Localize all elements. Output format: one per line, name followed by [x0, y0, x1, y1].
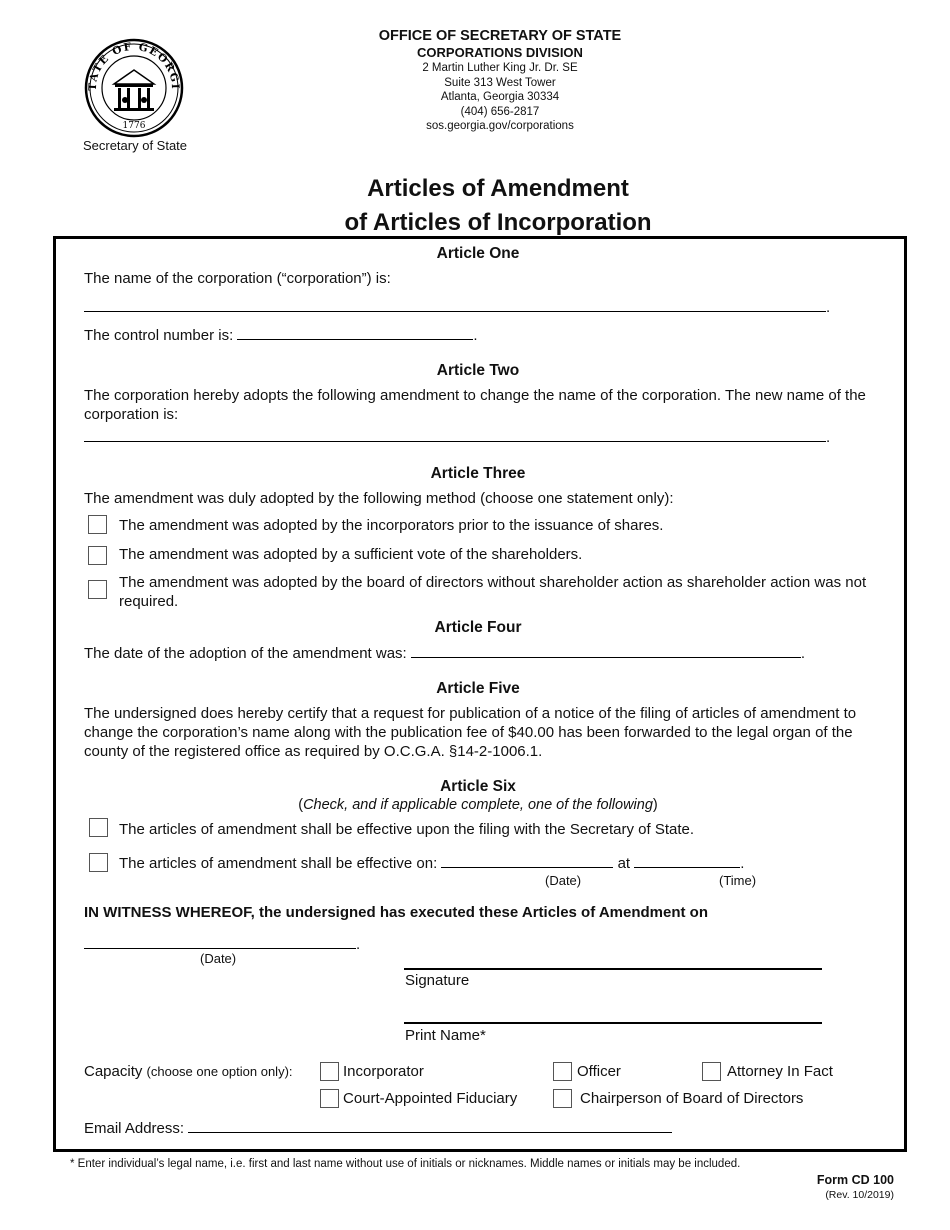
method-intro: The amendment was duly adopted by the following method (choose one statement only):: [84, 490, 674, 507]
office-phone: (404) 656-2817: [460, 105, 540, 118]
method-checkbox-1[interactable]: [88, 515, 107, 534]
office-name: OFFICE OF SECRETARY OF STATE: [378, 28, 622, 44]
form-revision: (Rev. 10/2019): [825, 1189, 894, 1201]
new-name-text: The corporation hereby adopts the following amendment to change the name of the corporation. The new name of the corporation is:: [84, 387, 866, 423]
new-name-field[interactable]: .: [84, 427, 830, 447]
effective-on-date-checkbox[interactable]: [89, 853, 108, 872]
effective-on-filing-checkbox[interactable]: [89, 818, 108, 837]
article-six-heading: Article Six: [440, 778, 516, 795]
division-name: CORPORATIONS DIVISION: [417, 45, 583, 60]
legal-name-footnote: * Enter individual’s legal name, i.e. first and last name without use of initials or nicknames. Middle names or initials may be included.: [70, 1158, 741, 1170]
office-website: sos.georgia.gov/corporations: [426, 120, 574, 133]
control-number-prompt: The control number is:: [84, 327, 234, 344]
capacity-checkbox-incorporator[interactable]: [320, 1062, 339, 1081]
capacity-checkbox-attorney[interactable]: [702, 1062, 721, 1081]
adoption-date-row: The date of the adoption of the amendment was: .: [84, 645, 806, 662]
article-six-instruction: (Check, and if applicable complete, one of the following): [298, 797, 658, 813]
method-option-2: The amendment was adopted by a sufficient vote of the shareholders.: [119, 546, 583, 563]
capacity-option-officer: Officer: [577, 1063, 621, 1080]
control-number-row: The control number is: .: [84, 327, 478, 344]
capacity-label-row: [84, 1062, 293, 1081]
method-checkbox-2[interactable]: [88, 546, 107, 565]
signature-label: Signature: [405, 972, 470, 989]
address-line-2: Suite 313 West Tower: [444, 76, 556, 89]
adoption-date-field[interactable]: [411, 643, 801, 658]
capacity-option-attorney: Attorney In Fact: [727, 1063, 833, 1080]
effective-on-date-option: The articles of amendment shall be effective on:: [119, 855, 438, 872]
witness-date-label: (Date): [200, 951, 237, 966]
effective-time-field[interactable]: [634, 853, 740, 868]
email-label: Email Address:: [84, 1120, 185, 1137]
method-option-3: The amendment was adopted by the board of directors without shareholder action as shareholder action was not required.: [119, 574, 867, 610]
effective-on-filing-option: The articles of amendment shall be effective upon the filing with the Secretary of State.: [119, 821, 695, 838]
print-name-line[interactable]: [404, 1022, 822, 1024]
method-checkbox-3[interactable]: [88, 580, 107, 599]
email-field[interactable]: [188, 1118, 672, 1133]
at-label: at: [617, 855, 631, 872]
article-four-heading: Article Four: [434, 619, 522, 636]
capacity-checkbox-fiduciary[interactable]: [320, 1089, 339, 1108]
method-option-1: The amendment was adopted by the incorporators prior to the issuance of shares.: [119, 517, 664, 534]
corp-name-field[interactable]: .: [84, 297, 830, 317]
effective-time-label: (Time): [719, 873, 757, 888]
witness-statement: IN WITNESS WHEREOF, the undersigned has executed these Articles of Amendment on: [84, 904, 708, 921]
capacity-hint: (choose one option only):: [146, 1064, 293, 1079]
article-two-heading: Article Two: [436, 362, 520, 379]
georgia-seal: [84, 38, 184, 138]
article-one-heading: Article One: [436, 245, 520, 262]
adoption-date-prompt: The date of the adoption of the amendment was:: [84, 645, 407, 662]
effective-date-field[interactable]: [441, 853, 613, 868]
email-row: [84, 1118, 672, 1138]
publication-certification: The undersigned does hereby certify that a request for publication of a notice of the filing of articles of amendment to change the corporation’s name along with the publication fee of $40.00 has been forwarded to the legal organ of the county of the registered office as required by O.C.G.A. §14-2-1006.1.: [84, 705, 857, 760]
print-name-label: Print Name*: [405, 1027, 486, 1044]
signature-line[interactable]: [404, 968, 822, 970]
seal-caption: Secretary of State: [82, 138, 188, 153]
address-line-1: 2 Martin Luther King Jr. Dr. SE: [422, 62, 578, 74]
effective-on-date-row: The articles of amendment shall be effective on: at .: [119, 855, 745, 872]
form-title: [250, 172, 746, 240]
effective-date-label: (Date): [545, 873, 582, 888]
article-five-heading: Article Five: [436, 680, 520, 697]
seal-ring-text: TATE OF GEORGI: [86, 40, 182, 92]
title-line-1: Articles of Amendment: [367, 175, 629, 202]
capacity-option-fiduciary: Court-Appointed Fiduciary: [343, 1090, 518, 1107]
article-three-heading: Article Three: [430, 465, 526, 482]
capacity-option-incorporator: Incorporator: [343, 1063, 424, 1080]
corp-name-prompt: The name of the corporation (“corporation”) is:: [84, 270, 391, 287]
form-number: Form CD 100: [816, 1173, 894, 1187]
title-line-2: of Articles of Incorporation: [344, 209, 652, 236]
control-number-field[interactable]: [237, 325, 473, 340]
address-line-3: Atlanta, Georgia 30334: [440, 91, 560, 104]
witness-date-field[interactable]: .: [84, 934, 360, 954]
capacity-label: Capacity: [84, 1063, 143, 1080]
capacity-checkbox-chairperson[interactable]: [553, 1089, 572, 1108]
capacity-checkbox-officer[interactable]: [553, 1062, 572, 1081]
office-header: [330, 28, 670, 134]
seal-year: 1776: [122, 121, 146, 131]
capacity-option-chairperson: Chairperson of Board of Directors: [580, 1090, 804, 1107]
seal-icon: [84, 38, 184, 138]
